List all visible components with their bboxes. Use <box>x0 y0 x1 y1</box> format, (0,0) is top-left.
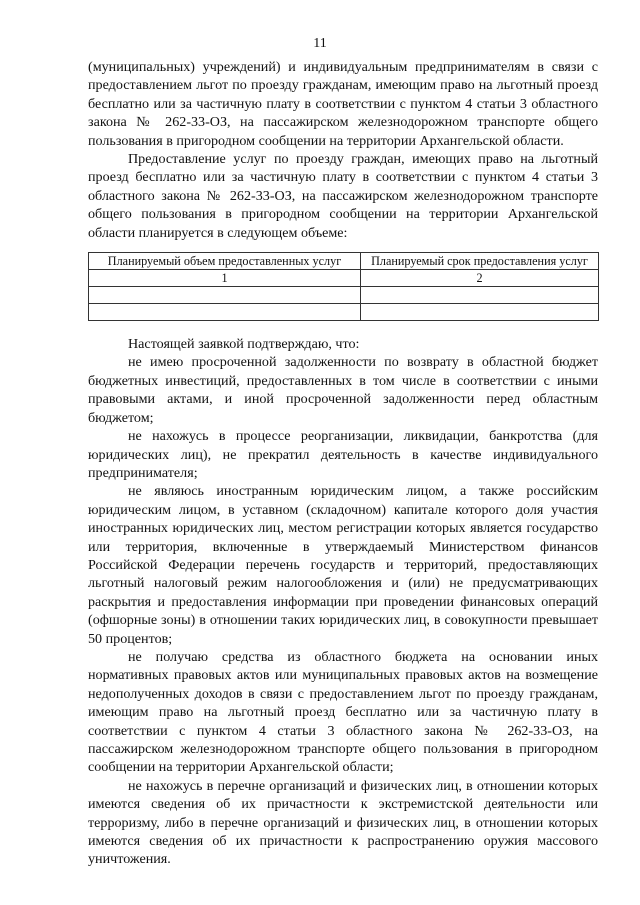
page-number: 11 <box>313 36 327 51</box>
paragraph-not-foreign-entity: не являюсь иностранным юридическим лицом, а также российским юридическим лицом, в уставном (складочном) капитале которого доля участия иностранных юридических лиц, местом регистрации которых является государство или территория, включенные в утверждаемый Министерством финансов Российской Федерации перечень государств и территорий, предоставляющих льготный налоговый режим налогообложения и (или) не предусматривающих раскрытия и предоставления информации при проведении финансовых операций (офшорные зоны) в отношении таких юридических лиц, в совокупности превышает 50 процентов; <box>88 483 598 647</box>
paragraph-continuation: (муниципальных) учреждений) и индивидуальным предпринимателям в связи с предоставлением льгот по проезду гражданам, имеющим право на льготный проезд бесплатно или за частичную плату в соответствии с пунктом 4 статьи 3 областного закона № 262-33-ОЗ, на пассажирском железнодорожном транспорте общего пользования в пригородном сообщении на территории Архангельской области. <box>88 59 598 149</box>
table-header-volume: Планируемый объем предоставленных услуг <box>89 253 361 270</box>
table-header-term: Планируемый срок предоставления услуг <box>361 253 599 270</box>
table-column-number: 1 <box>89 270 361 287</box>
table-row <box>89 287 599 304</box>
table-cell <box>89 287 361 304</box>
planned-services-table <box>88 252 599 321</box>
paragraph-confirmation-intro: Настоящей заявкой подтверждаю, что: <box>128 336 360 353</box>
table-header-row <box>89 253 599 270</box>
document-body <box>88 58 598 869</box>
table-cell <box>361 287 599 304</box>
table-number-row <box>89 270 599 287</box>
paragraph-services-volume: Предоставление услуг по проезду граждан, имеющих право на льготный проезд бесплатно или за частичную плату в соответствии с пунктом 4 статьи 3 областного закона № 262-33-ОЗ, на пассажирском железнодорожном транспорте общего пользования в пригородном сообщении на территории Архангельской области планируется в следующем объеме: <box>88 151 598 241</box>
table-row <box>89 304 599 321</box>
table-cell <box>361 304 599 321</box>
paragraph-no-other-funds: не получаю средства из областного бюджета на основании иных нормативных правовых актов или муниципальных правовых актов на возмещение недополученных доходов в связи с предоставлением льгот по проезду гражданам, имеющим право на льготный проезд бесплатно или за частичную плату в соответствии с пунктом 4 статьи 3 областного закона № 262-33-ОЗ, на пассажирском железнодорожном транспорте общего пользования в пригородном сообщении на территории Архангельской области; <box>88 648 598 776</box>
table-column-number: 2 <box>361 270 599 287</box>
paragraph-not-in-lists: не нахожусь в перечне организаций и физических лиц, в отношении которых имеются сведения об их причастности к экстремистской деятельности или терроризму, либо в перечне организаций и физических лиц, в отношении которых имеются сведения об их причастности к распространению оружия массового уничтожения. <box>88 777 598 868</box>
table-cell <box>89 304 361 321</box>
paragraph-no-debt: не имею просроченной задолженности по возврату в областной бюджет бюджетных инвестиций, предоставленных в том числе в соответствии с иными правовыми актами, и иной просроченной задолженности перед областным бюджетом; <box>88 354 598 426</box>
paragraph-no-reorganization: не нахожусь в процессе реорганизации, ликвидации, банкротства (для юридических лиц), не прекратил деятельность в качестве индивидуального предпринимателя; <box>88 428 598 481</box>
